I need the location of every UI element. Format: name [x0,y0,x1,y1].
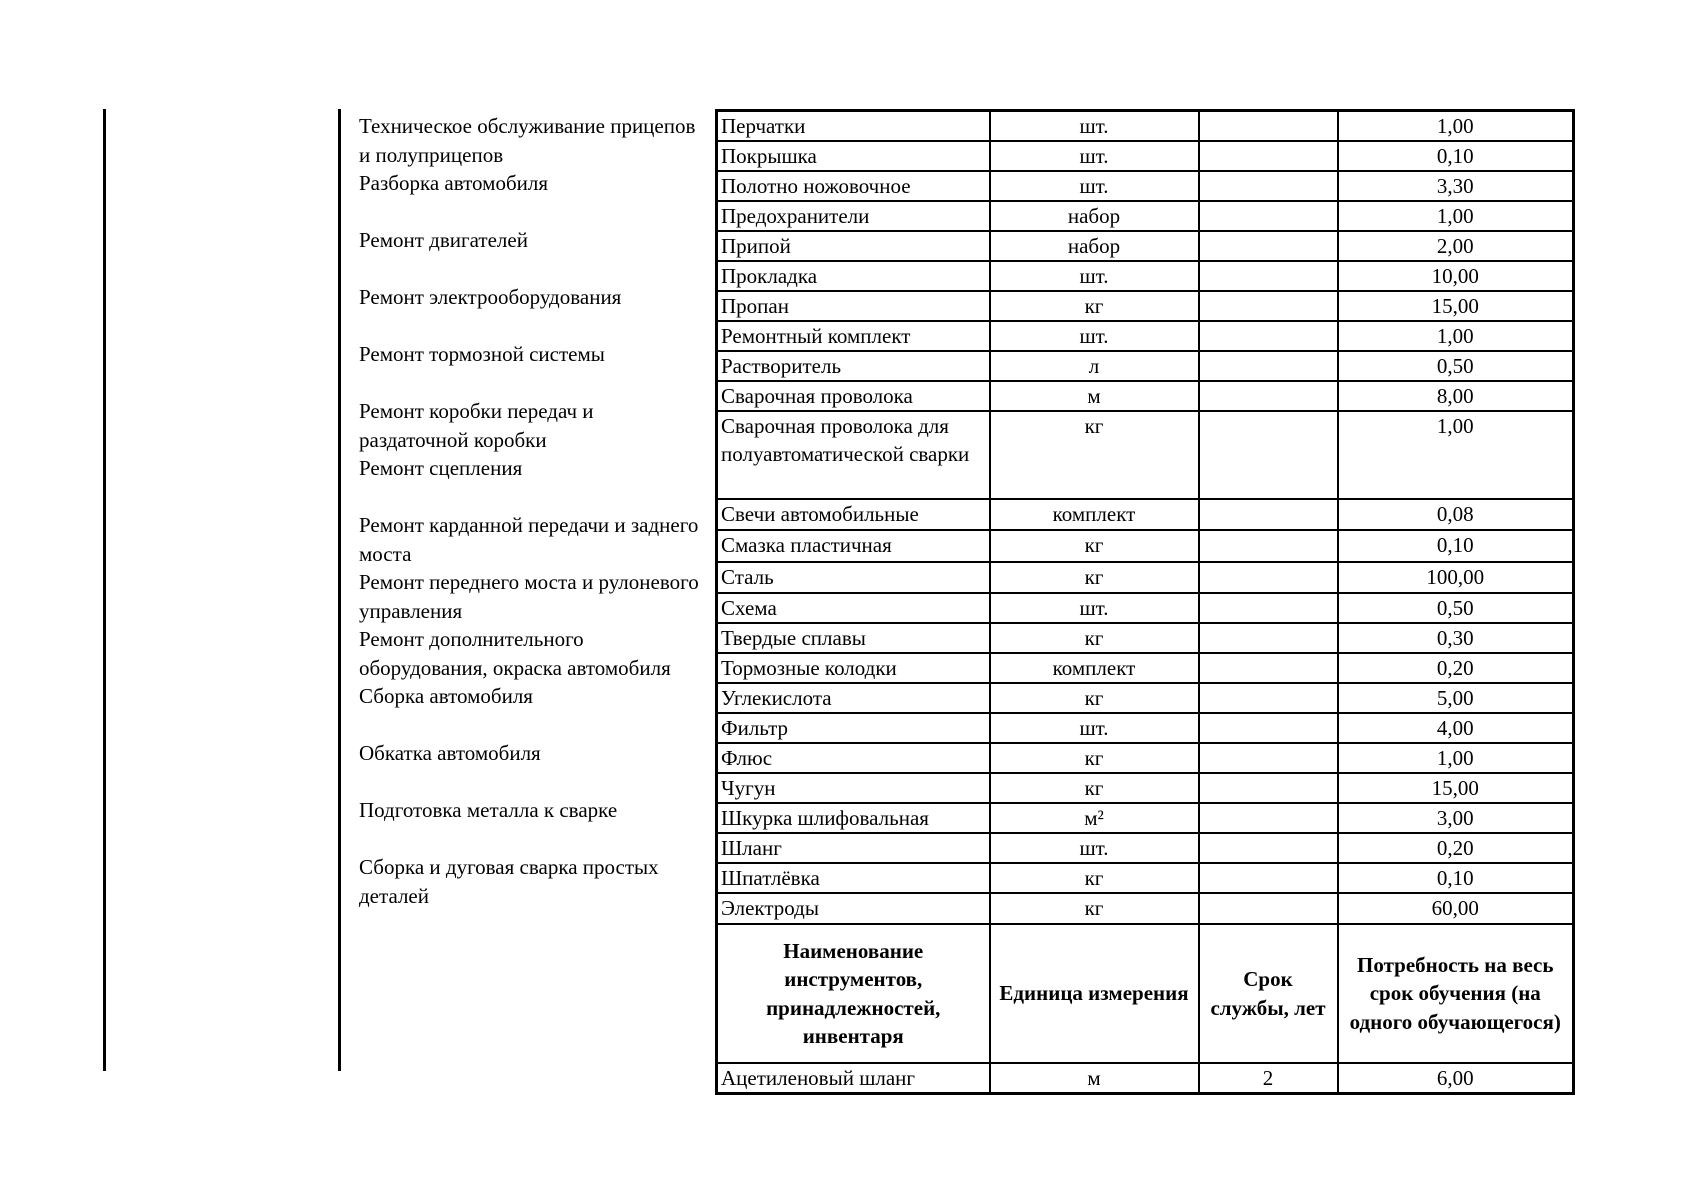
material-name: Электроды [717,893,990,924]
material-life [1199,863,1338,893]
material-unit: кг [990,530,1199,562]
material-unit: шт. [990,111,1199,142]
material-name: Сварочная проволока для полуавтоматической сварки [717,411,990,499]
material-unit: шт. [990,261,1199,291]
material-qty: 0,30 [1338,623,1574,653]
topic-item: Сборка и дуговая сварка простых деталей [359,855,659,908]
material-life [1199,530,1338,562]
material-life [1199,231,1338,261]
material-name: Тормозные колодки [717,653,990,683]
material-life [1199,803,1338,833]
topic-item: Ремонт переднего моста и рулоневого управления [359,570,699,623]
material-unit: шт. [990,141,1199,171]
material-name: Твердые сплавы [717,623,990,653]
material-unit: кг [990,623,1199,653]
material-unit: кг [990,683,1199,713]
material-unit: комплект [990,499,1199,530]
material-unit: набор [990,231,1199,261]
material-unit: м² [990,803,1199,833]
materials-table [715,109,1575,1095]
topic-item: Ремонт электрооборудования [359,285,622,309]
material-unit: набор [990,201,1199,231]
material-name: Растворитель [717,351,990,381]
material-life [1199,773,1338,803]
material-name: Пропан [717,291,990,321]
material-life [1199,623,1338,653]
material-name: Смазка пластичная [717,530,990,562]
material-unit: кг [990,411,1199,499]
table-row [717,381,1574,411]
material-qty: 3,00 [1338,803,1574,833]
material-qty: 0,08 [1338,499,1574,530]
topic-item: Ремонт двигателей [359,228,528,252]
topic-item: Ремонт сцепления [359,456,523,480]
material-life [1199,111,1338,142]
table-row [717,893,1574,924]
header-unit: Единица измерения [990,924,1199,1063]
material-name: Сталь [717,562,990,593]
material-qty: 1,00 [1338,411,1574,499]
material-unit: шт. [990,833,1199,863]
table-row [717,773,1574,803]
material-life [1199,499,1338,530]
topic-item: Обкатка автомобиля [359,741,541,765]
table-row [717,653,1574,683]
material-qty: 0,20 [1338,833,1574,863]
material-unit: шт. [990,713,1199,743]
material-qty: 5,00 [1338,683,1574,713]
material-name: Шпатлёвка [717,863,990,893]
table-row [717,562,1574,593]
table-row [717,111,1574,142]
material-unit: кг [990,743,1199,773]
material-qty: 100,00 [1338,562,1574,593]
material-qty: 0,10 [1338,141,1574,171]
table-row [717,321,1574,351]
tool-unit: м [990,1063,1199,1094]
topic-item: Разборка автомобиля [359,171,548,195]
material-qty: 15,00 [1338,773,1574,803]
material-unit: шт. [990,593,1199,623]
table-row [717,623,1574,653]
material-life [1199,593,1338,623]
material-unit: м [990,381,1199,411]
material-name: Шланг [717,833,990,863]
topic-item: Ремонт дополнительного оборудования, окраска автомобиля [359,627,671,680]
material-qty: 0,20 [1338,653,1574,683]
material-life [1199,833,1338,863]
tools-header-row [717,924,1574,1063]
material-unit: кг [990,562,1199,593]
material-name: Покрышка [717,141,990,171]
material-life [1199,743,1338,773]
topic-column-border-line [338,109,341,1071]
material-unit: кг [990,893,1199,924]
material-name: Углекислота [717,683,990,713]
material-life [1199,321,1338,351]
topic-item: Ремонт коробки передач и раздаточной коробки [359,399,594,452]
tool-qty: 6,00 [1338,1063,1574,1094]
topic-item: Ремонт карданной передачи и заднего моста [359,513,699,566]
material-life [1199,201,1338,231]
table-row [717,171,1574,201]
material-life [1199,713,1338,743]
header-service-life: Срок службы, лет [1199,924,1338,1063]
material-name: Флюс [717,743,990,773]
table-row [717,411,1574,499]
material-qty: 1,00 [1338,321,1574,351]
table-row [717,201,1574,231]
material-unit: кг [990,863,1199,893]
material-qty: 1,00 [1338,201,1574,231]
header-tool-name: Наименование инструментов, принадлежностей, инвентаря [717,924,990,1063]
material-name: Припой [717,231,990,261]
table-row [717,530,1574,562]
table-row [717,593,1574,623]
table-row [717,1063,1574,1094]
table-row [717,743,1574,773]
material-name: Полотно ножовочное [717,171,990,201]
material-qty: 10,00 [1338,261,1574,291]
left-border-line [103,109,106,1071]
material-name: Свечи автомобильные [717,499,990,530]
table-row [717,833,1574,863]
material-qty: 0,10 [1338,863,1574,893]
material-life [1199,141,1338,171]
material-qty: 15,00 [1338,291,1574,321]
table-row [717,231,1574,261]
table-row [717,803,1574,833]
material-life [1199,893,1338,924]
table-row [717,141,1574,171]
material-name: Прокладка [717,261,990,291]
material-qty: 3,30 [1338,171,1574,201]
material-qty: 0,50 [1338,593,1574,623]
topic-item: Подготовка металла к сварке [359,798,618,822]
material-qty: 4,00 [1338,713,1574,743]
table-row [717,351,1574,381]
topic-item: Техническое обслуживание прицепов и полуприцепов [359,114,696,167]
material-qty: 1,00 [1338,743,1574,773]
material-unit: кг [990,291,1199,321]
material-unit: л [990,351,1199,381]
material-life [1199,291,1338,321]
material-unit: комплект [990,653,1199,683]
material-life [1199,171,1338,201]
material-name: Перчатки [717,111,990,142]
material-life [1199,351,1338,381]
tool-life: 2 [1199,1063,1338,1094]
material-unit: кг [990,773,1199,803]
material-unit: шт. [990,321,1199,351]
table-row [717,713,1574,743]
material-name: Ремонтный комплект [717,321,990,351]
material-qty: 0,10 [1338,530,1574,562]
material-name: Схема [717,593,990,623]
material-life [1199,683,1338,713]
material-life [1199,261,1338,291]
table-row [717,499,1574,530]
material-life [1199,411,1338,499]
topic-item: Ремонт тормозной системы [359,342,605,366]
material-name: Сварочная проволока [717,381,990,411]
material-qty: 0,50 [1338,351,1574,381]
material-life [1199,653,1338,683]
material-name: Чугун [717,773,990,803]
material-name: Шкурка шлифовальная [717,803,990,833]
topic-list [359,112,704,917]
material-life [1199,381,1338,411]
material-unit: шт. [990,171,1199,201]
material-name: Фильтр [717,713,990,743]
material-name: Предохранители [717,201,990,231]
table-row [717,863,1574,893]
table-row [717,291,1574,321]
material-life [1199,562,1338,593]
topic-item: Сборка автомобиля [359,684,533,708]
table-row [717,683,1574,713]
material-qty: 2,00 [1338,231,1574,261]
material-qty: 60,00 [1338,893,1574,924]
table-row [717,261,1574,291]
tool-name: Ацетиленовый шланг [717,1063,990,1094]
material-qty: 1,00 [1338,111,1574,142]
material-qty: 8,00 [1338,381,1574,411]
header-quantity: Потребность на весь срок обучения (на одного обучающегося) [1338,924,1574,1063]
